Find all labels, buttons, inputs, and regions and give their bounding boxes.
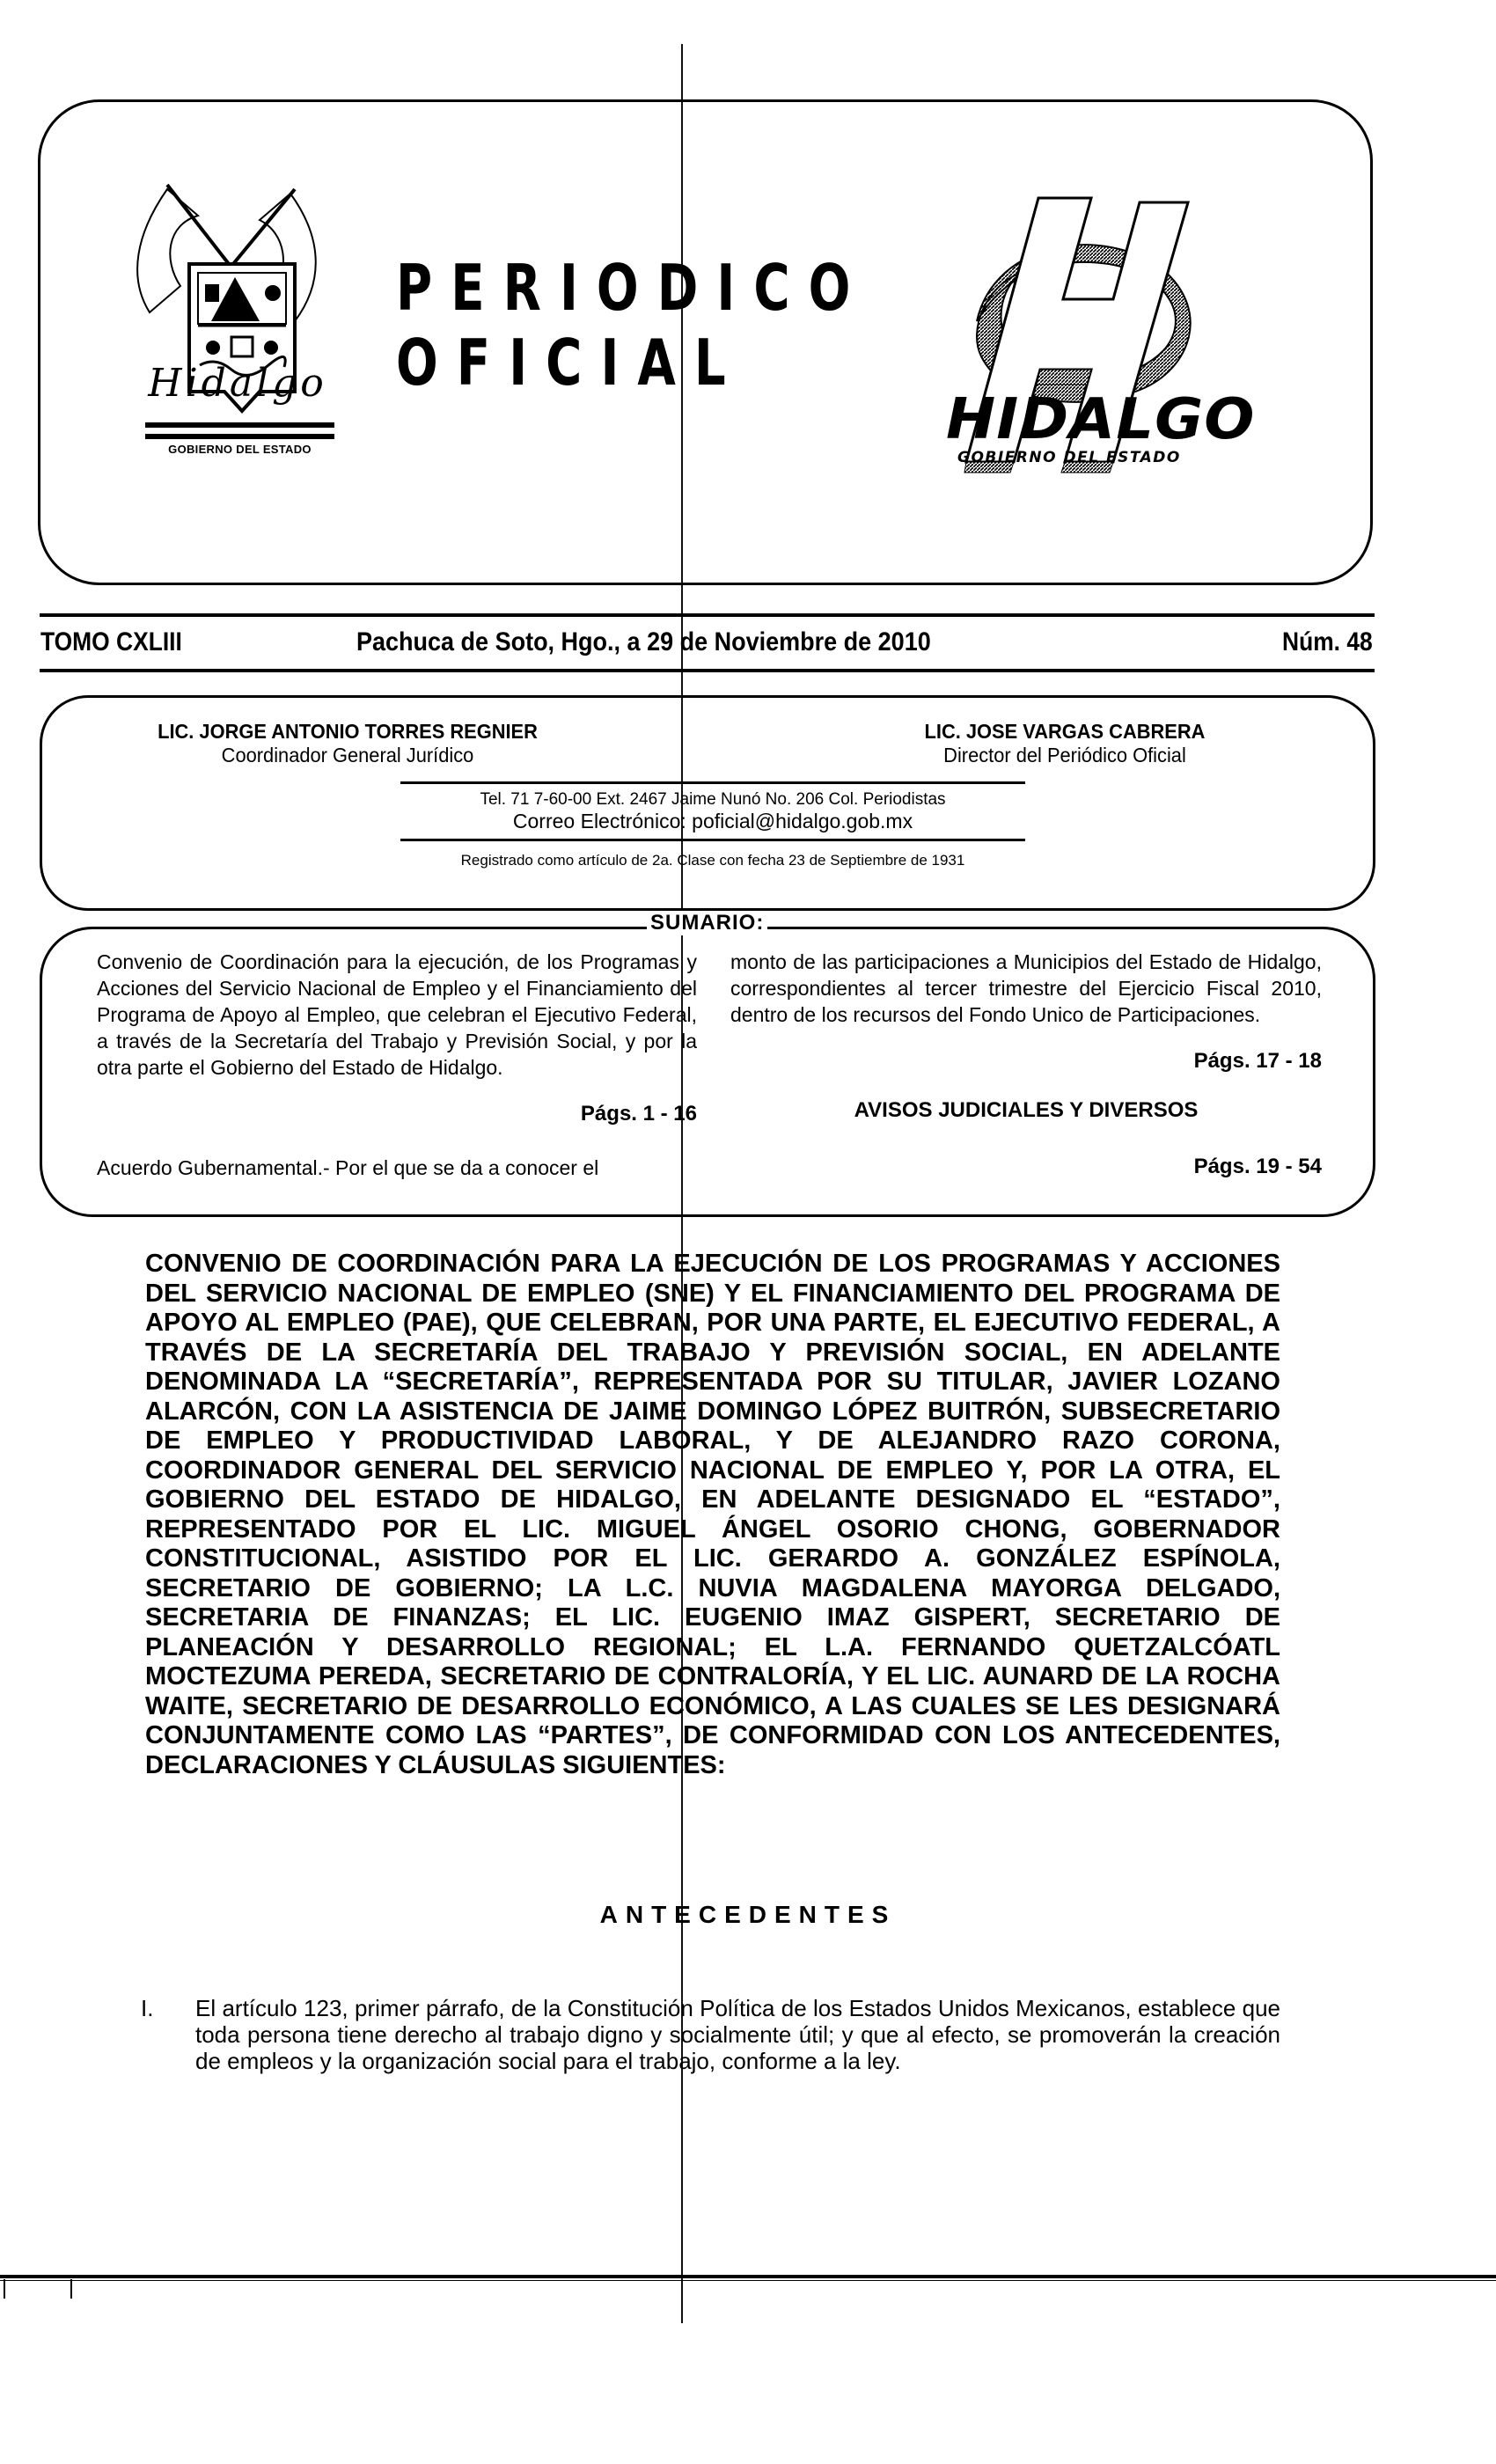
director-name: LIC. JOSE VARGAS CABRERA — [924, 720, 1206, 743]
left-logo-caption: GOBIERNO DEL ESTADO — [168, 443, 312, 456]
hidalgo-script-wordmark: Hidalgo — [148, 361, 327, 406]
registration-note: Registrado como artículo de 2a. Clase con fecha 23 de Septiembre de 1931 — [460, 852, 965, 869]
newspaper-title-line2: OFICIAL — [396, 326, 744, 400]
hidalgo-brand-wordmark: HIDALGO — [946, 387, 1256, 452]
logo-rule — [145, 434, 334, 439]
right-logo-caption: GOBIERNO DEL ESTADO — [957, 449, 1181, 466]
director-role: Director del Periódico Oficial — [943, 744, 1186, 766]
summary-item-acuerdo-continued: monto de las participaciones a Municipios del Estado de Hidalgo, correspondientes al tercer trimestre del Ejercicio Fiscal 2010, dentro de los recursos del Fondo Unico de Participaciones. — [730, 950, 1322, 1026]
volume-label: TOMO CXLIII — [40, 627, 182, 656]
issue-rule-bottom — [40, 669, 1375, 672]
issue-rule-top — [40, 613, 1375, 617]
summary-item-pages: Págs. 19 - 54 — [1193, 1155, 1322, 1178]
issue-number: Núm. 48 — [1282, 627, 1373, 656]
contact-phone-address: Tel. 71 7-60-00 Ext. 2467 Jaime Nunó No. 206 Col. Periodistas — [480, 790, 946, 809]
issue-place-date: Pachuca de Soto, Hgo., a 29 de Noviembre de 2010 — [356, 627, 931, 656]
summary-item-avisos: AVISOS JUDICIALES Y DIVERSOS — [854, 1098, 1199, 1122]
antecedent-paragraph: El artículo 123, primer párrafo, de la Constitución Política de los Estados Unidos Mexicanos, establece que toda persona tiene derecho al trabajo digno y socialmente útil; y que al efecto, se promoverán la creación de empleos y la organización social para el trabajo, conforme a la ley. — [195, 1995, 1280, 2074]
logo-rule — [145, 422, 334, 428]
page-bottom-edge — [0, 2280, 1496, 2281]
contact-rule — [400, 839, 1025, 841]
scan-tick — [4, 2279, 5, 2299]
summary-label: SUMARIO: — [647, 911, 767, 935]
coordinator-name: LIC. JORGE ANTONIO TORRES REGNIER — [158, 720, 538, 743]
section-title-antecedentes: ANTECEDENTES — [599, 1901, 897, 1928]
coordinator-role: Coordinador General Jurídico — [221, 744, 474, 766]
antecedent-number: I. — [141, 1995, 154, 2021]
summary-item-acuerdo: Acuerdo Gubernamental.- Por el que se da a conocer el — [97, 1156, 599, 1179]
summary-item-convenio: Convenio de Coordinación para la ejecución, de los Programas y Acciones del Servicio Nacional de Empleo y el Financiamiento del Programa de Apoyo al Empleo, que celebran el Ejecutivo Federal, a través de la Secretaría del Trabajo y Previsión Social, y por la otra parte el Gobierno del Estado de Hidalgo. — [97, 950, 697, 1079]
newspaper-title-line1: PERIODICO — [396, 251, 869, 325]
scan-tick — [70, 2279, 72, 2299]
agreement-heading: CONVENIO DE COORDINACIÓN PARA LA EJECUCIÓN DE LOS PROGRAMAS Y ACCIONES DEL SERVICIO NACIONAL DE EMPLEO (SNE) Y EL FINANCIAMIENTO DEL PROGRAMA DE APOYO AL EMPLEO (PAE), QUE CELEBRAN, POR UNA PARTE, EL EJECUTIVO FEDERAL, A TRAVÉS DE LA SECRETARÍA DEL TRABAJO Y PREVISIÓN SOCIAL, EN ADELANTE DENOMINADA LA “SECRETARÍA”, REPRESENTADA POR SU TITULAR, JAVIER LOZANO ALARCÓN, CON LA ASISTENCIA DE JAIME DOMINGO LÓPEZ BUITRÓN, SUBSECRETARIO DE EMPLEO Y PRODUCTIVIDAD LABORAL, Y DE ALEJANDRO RAZO CORONA, COORDINADOR GENERAL DEL SERVICIO NACIONAL DE EMPLEO Y, POR LA OTRA, EL GOBIERNO DEL ESTADO DE HIDALGO, EN ADELANTE DESIGNADO EL “ESTADO”, REPRESENTADO POR EL LIC. MIGUEL ÁNGEL OSORIO CHONG, GOBERNADOR CONSTITUCIONAL, ASISTIDO POR EL LIC. GERARDO A. GONZÁLEZ ESPÍNOLA, SECRETARIO DE GOBIERNO; LA L.C. NUVIA MAGDALENA MAYORGA DELGADO, SECRETARIA DE FINANZAS; EL LIC. EUGENIO IMAZ GISPERT, SECRETARIO DE PLANEACIÓN Y DESARROLLO REGIONAL; EL L.A. FERNANDO QUETZALCÓATL MOCTEZUMA PEREDA, SECRETARIO DE CONTRALORÍA, Y EL LIC. AUNARD DE LA ROCHA WAITE, SECRETARIO DE DESARROLLO ECONÓMICO, A LAS CUALES SE LES DESIGNARÁ CONJUNTAMENTE COMO LAS “PARTES”, DE CONFORMIDAD CON LOS ANTECEDENTES, DECLARACIONES Y CLÁUSULAS SIGUIENTES: — [145, 1250, 1280, 1779]
summary-item-pages: Págs. 17 - 18 — [1193, 1049, 1322, 1073]
contact-rule — [400, 781, 1025, 784]
summary-item-pages: Págs. 1 - 16 — [580, 1102, 697, 1126]
page-bottom-edge — [0, 2275, 1496, 2278]
contact-email: Correo Electrónico: poficial@hidalgo.gob.mx — [512, 810, 913, 832]
